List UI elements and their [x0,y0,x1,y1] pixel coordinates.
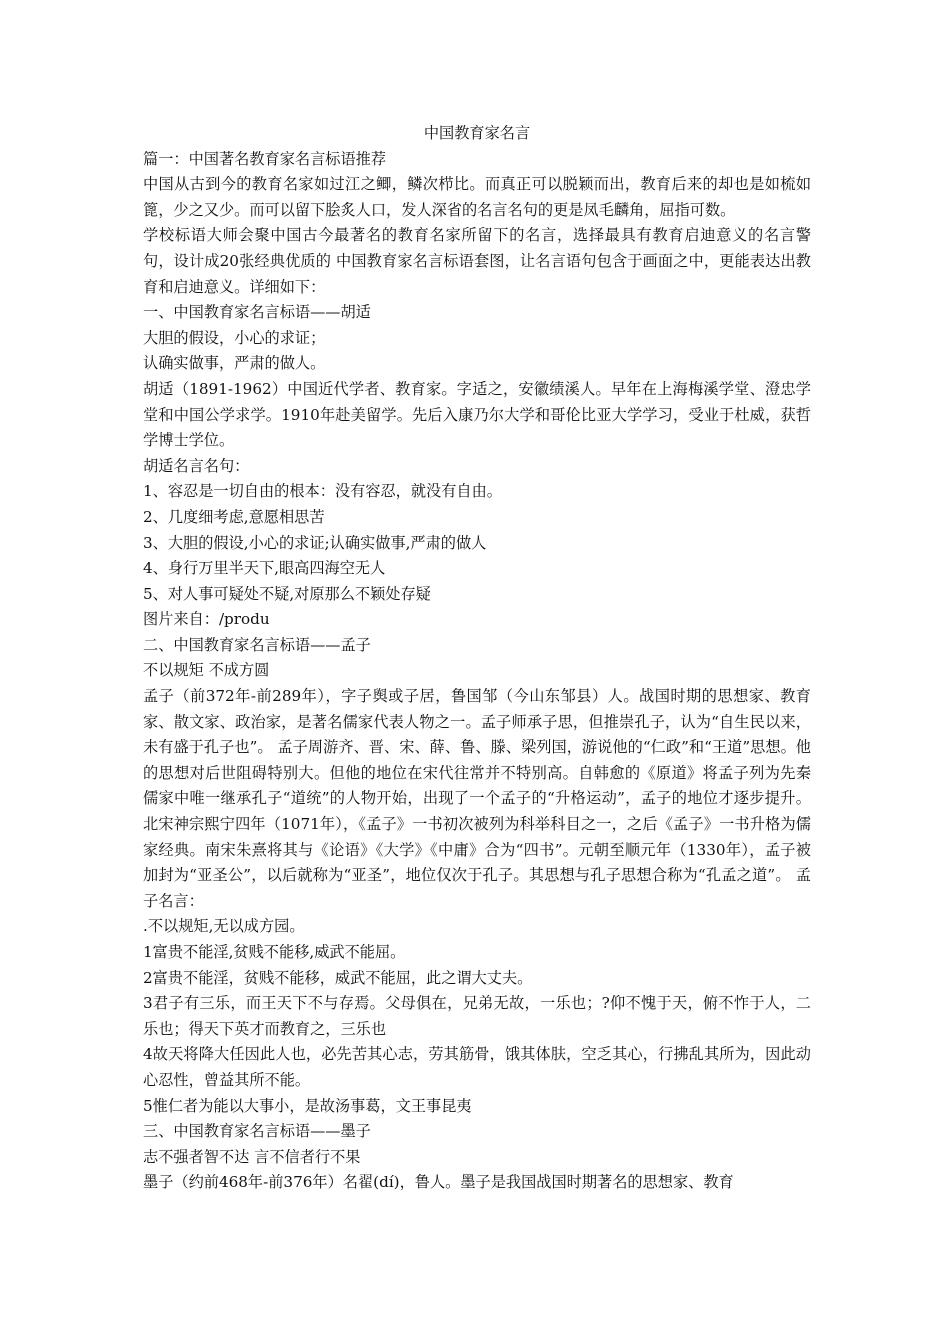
section-heading: 一、中国教育家名言标语——胡适 [143,303,371,322]
list-item: 3君子有三乐，而王天下不与存焉。父母俱在，兄弟无故，一乐也；?仰不愧于天，俯不怍于人，二乐也；得天下英才而教育之，三乐也 [143,994,811,1038]
section-heading: 三、中国教育家名言标语——墨子 [143,1122,371,1141]
list-item: 4、身行万里半天下,眼高四海空无人 [143,559,386,578]
paragraph: 大胆的假设，小心的求证； [143,328,326,347]
document-page [143,121,811,1196]
paragraph: 认确实做事，严肃的做人。 [143,354,326,373]
paragraph: 墨子（约前468年-前376年）名翟(dí)，鲁人。墨子是我国战国时期著名的思想家、教育 [143,1173,734,1192]
list-item: 1、容忍是一切自由的根本：没有容忍，就没有自由。 [143,482,502,501]
list-item: 2、几度细考虑,意愿相思苦 [143,507,325,526]
paragraph: 孟子（前372年-前289年），字子舆或子居，鲁国邹（今山东邹县）人。战国时期的思想家、教育家、散文家、政治家，是著名儒家代表人物之一。孟子师承子思，但推崇孔子，认为“自生民以来，未有盛于孔子也”。 孟子周游齐、晋、宋、薛、鲁、滕、梁列国，游说他的“仁政”和“王道”思想。他的思想对后世阻碍特别大。但他的地位在宋代往常并不特别高。自韩愈的《原道》将孟子列为先秦儒家中唯一继承孔子“道统”的人物开始，出现了一个孟子的“升格运动”，孟子的地位才逐步提升。北宋神宗熙宁四年（1071年），《孟子》一书初次被列为科举科目之一，之后《孟子》一书升格为儒家经典。南宋朱熹将其与《论语》《大学》《中庸》合为“四书”。元朝至顺元年（1330年），孟子被加封为“亚圣公”，以后就称为“亚圣”，地位仅次于孔子。其思想与孔子思想合称为“孔孟之道”。 孟子名言： [143,687,811,910]
paragraph: 不以规矩 不成方圆 [143,661,270,680]
paragraph: 篇一：中国著名教育家名言标语推荐 [143,149,386,168]
list-item: .不以规矩,无以成方园。 [143,917,305,936]
paragraph: 志不强者智不达 言不信者行不果 [143,1147,361,1166]
list-item: 5惟仁者为能以大事小，是故汤事葛，文王事昆夷 [143,1096,472,1115]
list-item: 2富贵不能淫，贫贱不能移，威武不能屈，此之谓大丈夫。 [143,968,533,987]
section-heading: 二、中国教育家名言标语——孟子 [143,635,371,654]
paragraph: 中国从古到今的教育名家如过江之鲫，鳞次栉比。而真正可以脱颖而出，教育后来的却也是如梳如篦，少之又少。而可以留下脍炙人口，发人深省的名言名句的更是凤毛麟角，屈指可数。 [143,175,811,219]
paragraph: 胡适名言名句： [143,456,250,475]
list-item: 3、大胆的假设,小心的求证;认确实做事,严肃的做人 [143,533,487,552]
list-item: 1富贵不能淫,贫贱不能移,威武不能屈。 [143,943,406,961]
paragraph: 图片来自：/produ [143,610,270,629]
list-item: 5、对人事可疑处不疑,对原那么不颖处存疑 [143,584,431,603]
paragraph: 学校标语大师会聚中国古今最著名的教育名家所留下的名言，选择最具有教育启迪意义的名言警句，设计成20张经典优质的 中国教育家名言标语套图，让名言语句包含于画面之中，更能表达出教育和启迪意义。详细如下： [143,226,811,296]
paragraph: 胡适（1891-1962）中国近代学者、教育家。字适之，安徽绩溪人。早年在上海梅溪学堂、澄忠学堂和中国公学求学。1910年赴美留学。先后入康乃尔大学和哥伦比亚大学学习，受业于杜威，获哲学博士学位。 [143,379,811,450]
document-title: 中国教育家名言 [423,124,531,142]
list-item: 4故天将降大任因此人也，必先苦其心志，劳其筋骨，饿其体肤，空乏其心，行拂乱其所为，因此动心忍性，曾益其所不能。 [143,1045,811,1089]
